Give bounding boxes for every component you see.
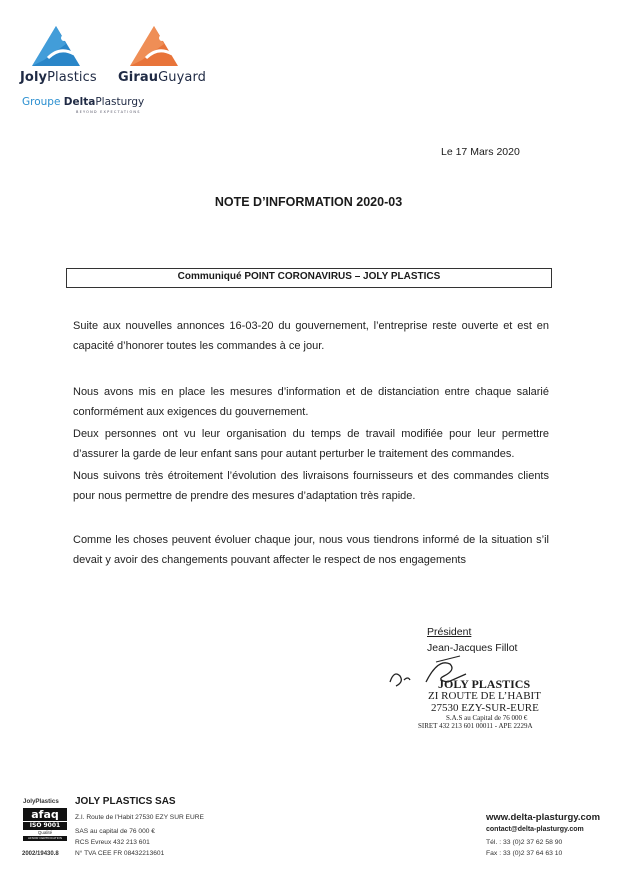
footer-email[interactable]: contact@delta-plasturgy.com <box>486 826 584 833</box>
paragraph-5: Comme les choses peuvent évoluer chaque jour, nous vous tiendrons informé de la situation s’il devait y avoir des changements pouvant affecter le respect de nos engagements <box>73 534 549 566</box>
footer-website[interactable]: www.delta-plasturgy.com <box>486 812 601 823</box>
stamp-address: ZI ROUTE DE L’HABIT <box>428 690 541 702</box>
stamp-city: 27530 EZY-SUR-EURE <box>431 702 539 714</box>
paragraph-1: Suite aux nouvelles annonces 16-03-20 du gouvernement, l’entreprise reste ouverte et est en capacité d’honorer toutes les commandes à ce jour. <box>73 320 549 352</box>
footer-rcs: RCS Evreux 432 213 601 <box>75 839 150 846</box>
stamp-company: JOLY PLASTICS <box>438 677 531 691</box>
paragraph-4: Nous suivons très étroitement l’évolution des livraisons fournisseurs et des commandes clients pour nous permettre de prendre des mesures d’adaptation très rapide. <box>73 470 549 502</box>
paragraph-3: Deux personnes ont vu leur organisation du temps de travail modifiée pour leur permettre d’assurer la garde de leur enfant sans pour autant perturber le traitement des commandes. <box>73 428 549 460</box>
footer-tva: N° TVA CEE FR 08432213601 <box>75 850 165 857</box>
footer-capital: SAS au capital de 76 000 € <box>75 828 155 835</box>
joly-plastics-wordmark: JolyPlastics <box>20 70 97 85</box>
document-date: Le 17 Mars 2020 <box>441 146 520 158</box>
afaq-number: 2002/19430.8 <box>22 851 59 857</box>
signatory-role: Président <box>427 626 472 638</box>
stamp-siret: SIRET 432 213 601 00011 - APE 2229A <box>418 722 533 730</box>
document-title: NOTE D’INFORMATION 2020-03 <box>214 195 403 209</box>
girau-guyard-wordmark: GirauGuyard <box>118 70 207 85</box>
girau-guyard-logo-icon <box>128 24 180 68</box>
footer-address: Z.I. Route de l’Habit 27530 EZY SUR EURE <box>75 814 204 821</box>
paragraph-2: Nous avons mis en place les mesures d’information et de distanciation entre chaque salarié conformément aux exigences du gouvernement. <box>73 386 549 418</box>
footer-tel: Tél. : 33 (0)2 37 62 58 90 <box>486 839 563 846</box>
joly-plastics-logo-icon <box>30 24 82 68</box>
afaq-iso-logo: afaq ISO 9001 Qualité AFNOR CERTIFICATION <box>23 808 67 844</box>
footer-brand: JolyPlastics <box>23 798 59 805</box>
stamp-capital: S.A.S au Capital de 76 000 € <box>446 714 528 722</box>
footer-fax: Fax : 33 (0)2 37 64 63 10 <box>486 850 563 857</box>
tagline: BEYOND EXPECTATIONS <box>76 110 141 114</box>
subject-text: Communiqué POINT CORONAVIRUS – JOLY PLASTICS <box>177 271 441 282</box>
signatory-name: Jean-Jacques Fillot <box>427 642 518 654</box>
groupe-delta-plasturgy: Groupe DeltaPlasturgy <box>22 96 145 108</box>
footer-company: JOLY PLASTICS SAS <box>75 796 176 807</box>
